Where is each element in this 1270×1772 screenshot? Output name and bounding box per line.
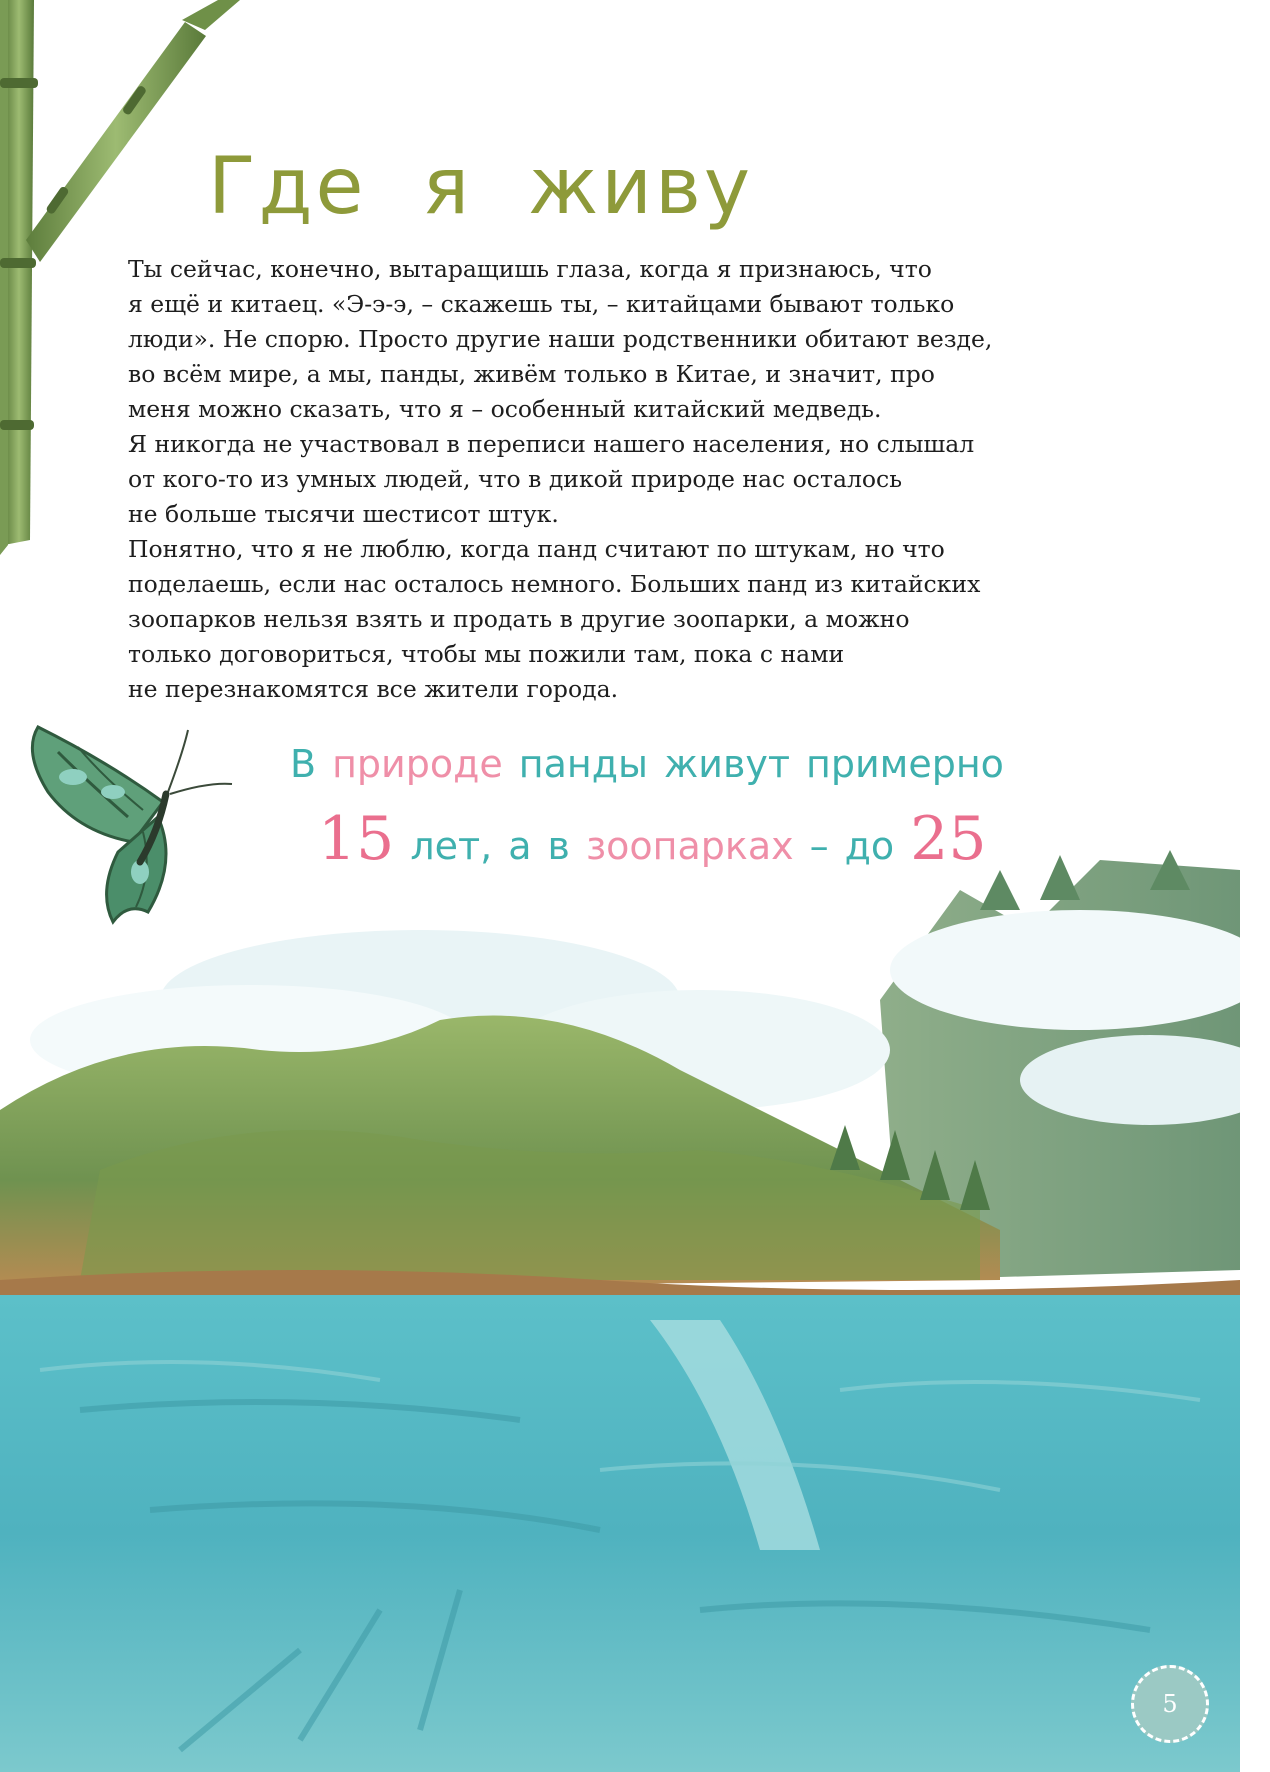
body-paragraph — [128, 252, 1128, 707]
fact-line-1 — [290, 742, 1020, 786]
text-line: только договориться, чтобы мы пожили там, пока с нами — [128, 640, 845, 668]
text-line: поделаешь, если нас осталось немного. Больших панд из китайских — [128, 570, 981, 598]
landscape-illustration — [0, 850, 1270, 1772]
bamboo-node — [0, 420, 34, 430]
fact-word: панды — [518, 742, 649, 786]
fact-number: 15 — [318, 804, 395, 874]
bamboo-node — [0, 258, 36, 268]
fact-word: зоопарках — [585, 824, 794, 868]
text-line: Понятно, что я не люблю, когда панд считают по штукам, но что — [128, 535, 945, 563]
fact-word: примерно — [805, 742, 1004, 786]
page-number: 5 — [1131, 1665, 1209, 1743]
text-line: зоопарков нельзя взять и продать в другие зоопарки, а можно — [128, 605, 910, 633]
text-line: от кого-то из умных людей, что в дикой природе нас осталось — [128, 465, 903, 493]
fact-word: а — [508, 824, 532, 868]
text-line: люди». Не спорю. Просто другие наши родственники обитают везде, — [128, 325, 993, 353]
text-line: во всём мире, а мы, панды, живём только в Китае, и значит, про — [128, 360, 935, 388]
text-line: Я никогда не участвовал в переписи нашего населения, но слышал — [128, 430, 975, 458]
text-line: Ты сейчас, конечно, вытаращишь глаза, когда я признаюсь, что — [128, 255, 932, 283]
fact-word: В — [290, 742, 317, 786]
text-line: я ещё и китаец. «Э-э-э, – скажешь ты, – китайцами бывают только — [128, 290, 955, 318]
fact-word: – — [809, 824, 829, 868]
page-title: Где я живу — [208, 142, 754, 232]
text-line: не больше тысячи шестисот штук. — [128, 500, 559, 528]
text-line: не перезнакомятся все жители города. — [128, 675, 619, 703]
fact-word: природе — [332, 742, 503, 786]
text-line: меня можно сказать, что я – особенный китайский медведь. — [128, 395, 882, 423]
fact-word: лет, — [410, 824, 493, 868]
fact-word: живут — [664, 742, 790, 786]
bamboo-node — [0, 78, 38, 88]
fact-word: в — [547, 824, 570, 868]
fact-word: до — [844, 824, 895, 868]
fact-number: 25 — [910, 804, 987, 874]
